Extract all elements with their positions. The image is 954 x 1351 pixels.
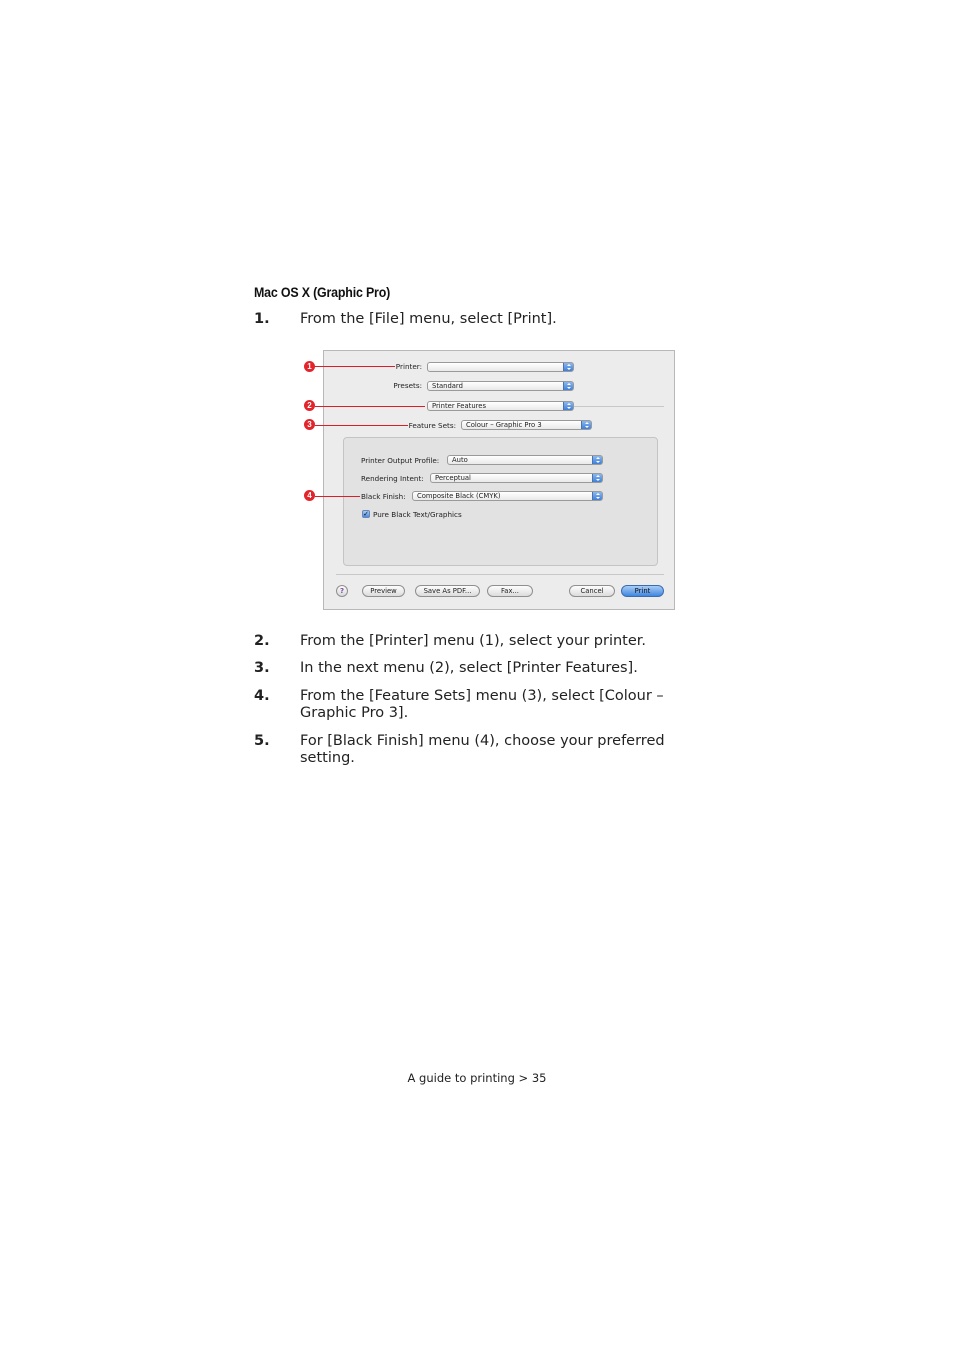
popup-arrows-icon: [592, 455, 603, 465]
pure-black-label: Pure Black Text/Graphics: [373, 510, 462, 519]
callout-line: [315, 496, 360, 497]
preview-button[interactable]: Preview: [362, 585, 405, 597]
cancel-button[interactable]: Cancel: [569, 585, 615, 597]
popup-arrows-icon: [563, 401, 574, 411]
save-as-pdf-button[interactable]: Save As PDF...: [415, 585, 480, 597]
presets-label: Presets:: [393, 381, 422, 390]
step-text: From the [File] menu, select [Print].: [300, 311, 557, 327]
printer-popup[interactable]: [427, 362, 574, 372]
output-profile-popup[interactable]: Auto: [447, 455, 603, 465]
step-number: 3.: [254, 660, 270, 676]
callout-badge-2: 2: [304, 400, 315, 411]
step-text: In the next menu (2), select [Printer Features].: [300, 660, 638, 676]
black-finish-label: Black Finish:: [361, 492, 406, 501]
presets-popup[interactable]: Standard: [427, 381, 574, 391]
help-button[interactable]: ?: [336, 585, 348, 597]
print-button[interactable]: Print: [621, 585, 664, 597]
panel-popup[interactable]: Printer Features: [427, 401, 574, 411]
feature-sets-label: Feature Sets:: [408, 421, 456, 430]
fax-button[interactable]: Fax...: [487, 585, 533, 597]
callout-line: [315, 366, 395, 367]
printer-label: Printer:: [395, 362, 422, 371]
print-dialog: [323, 350, 675, 610]
rendering-intent-popup[interactable]: Perceptual: [430, 473, 603, 483]
step-text: From the [Feature Sets] menu (3), select [Colour – Graphic Pro 3].: [300, 688, 664, 721]
step-number: 5.: [254, 733, 270, 749]
callout-badge-4: 4: [304, 490, 315, 501]
step-text: From the [Printer] menu (1), select your printer.: [300, 633, 647, 649]
feature-panel: [343, 437, 658, 566]
step-number: 2.: [254, 633, 270, 649]
popup-arrows-icon: [592, 491, 603, 501]
callout-line: [315, 425, 408, 426]
output-profile-label: Printer Output Profile:: [361, 456, 440, 465]
popup-arrows-icon: [563, 362, 574, 372]
callout-line: [315, 406, 425, 407]
step-number: 4.: [254, 688, 270, 704]
black-finish-popup[interactable]: Composite Black (CMYK): [412, 491, 603, 501]
section-title: Mac OS X (Graphic Pro): [254, 285, 391, 300]
step-text: For [Black Finish] menu (4), choose your preferred setting.: [300, 733, 665, 766]
callout-badge-3: 3: [304, 419, 315, 430]
popup-arrows-icon: [563, 381, 574, 391]
divider: [336, 574, 664, 575]
feature-sets-popup[interactable]: Colour – Graphic Pro 3: [461, 420, 592, 430]
popup-arrows-icon: [581, 420, 592, 430]
popup-arrows-icon: [592, 473, 603, 483]
rendering-intent-label: Rendering Intent:: [361, 474, 424, 483]
page-footer: A guide to printing > 35: [407, 1071, 547, 1085]
divider: [574, 406, 664, 407]
step-number: 1.: [254, 311, 270, 327]
pure-black-checkbox[interactable]: ✓: [363, 510, 369, 518]
callout-badge-1: 1: [304, 361, 315, 372]
